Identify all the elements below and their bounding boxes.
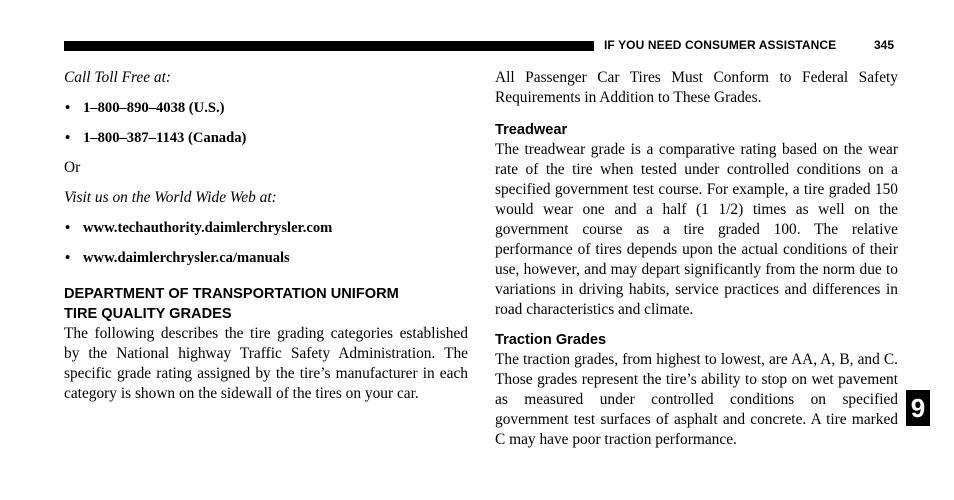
dot-body: The following describes the tire grading categories established by the National highway Traffic Safety Administration. The specific grade rating assigned by the tire’s manufacturer in each category is shown on the sidewall of the tires on your car. (64, 325, 468, 402)
header-rule (64, 41, 594, 51)
dot-heading-line1: DEPARTMENT OF TRANSPORTATION UNIFORM (64, 286, 399, 302)
call-heading: Call Toll Free at: (64, 69, 172, 86)
page-number: 345 (874, 38, 895, 52)
intro-paragraph: All Passenger Car Tires Must Conform to Federal Safety Requirements in Addition to These Grades. (495, 69, 898, 106)
phone-canada: • 1–800–387–1143 (Canada) (64, 128, 468, 148)
section-tab: 9 (906, 390, 930, 426)
traction-body: The traction grades, from highest to lowest, are AA, A, B, and C. Those grades represent the tire’s ability to stop on wet pavement as measured under controlled conditions on specified government test surfaces of asphalt and concrete. A tire marked C may have poor traction performance. (495, 351, 898, 448)
treadwear-heading: Treadwear (495, 122, 568, 138)
treadwear-body: The treadwear grade is a comparative rating based on the wear rate of the tire when tested under controlled conditions on a specified government test course. For example, a tire graded 150 would wear one and a half (1 1/2) times as well on the government course as a tire graded 100. The relative performance of tires depends upon the actual conditions of their use, however, and may depart significantly from the norm due to variations in driving habits, service practices and differences in road characteristics and climate. (495, 141, 898, 318)
web-heading: Visit us on the World Wide Web at: (64, 189, 277, 206)
phone-us: • 1–800–890–4038 (U.S.) (64, 98, 468, 118)
or-text: Or (64, 159, 81, 176)
right-column (495, 68, 898, 450)
running-header-title: IF YOU NEED CONSUMER ASSISTANCE (604, 38, 837, 52)
dot-heading-line2: TIRE QUALITY GRADES (64, 306, 232, 322)
left-column (64, 68, 468, 404)
traction-heading: Traction Grades (495, 332, 607, 348)
website-manuals: • www.daimlerchrysler.ca/manuals (64, 248, 468, 268)
website-techauthority: • www.techauthority.daimlerchrysler.com (64, 218, 468, 238)
